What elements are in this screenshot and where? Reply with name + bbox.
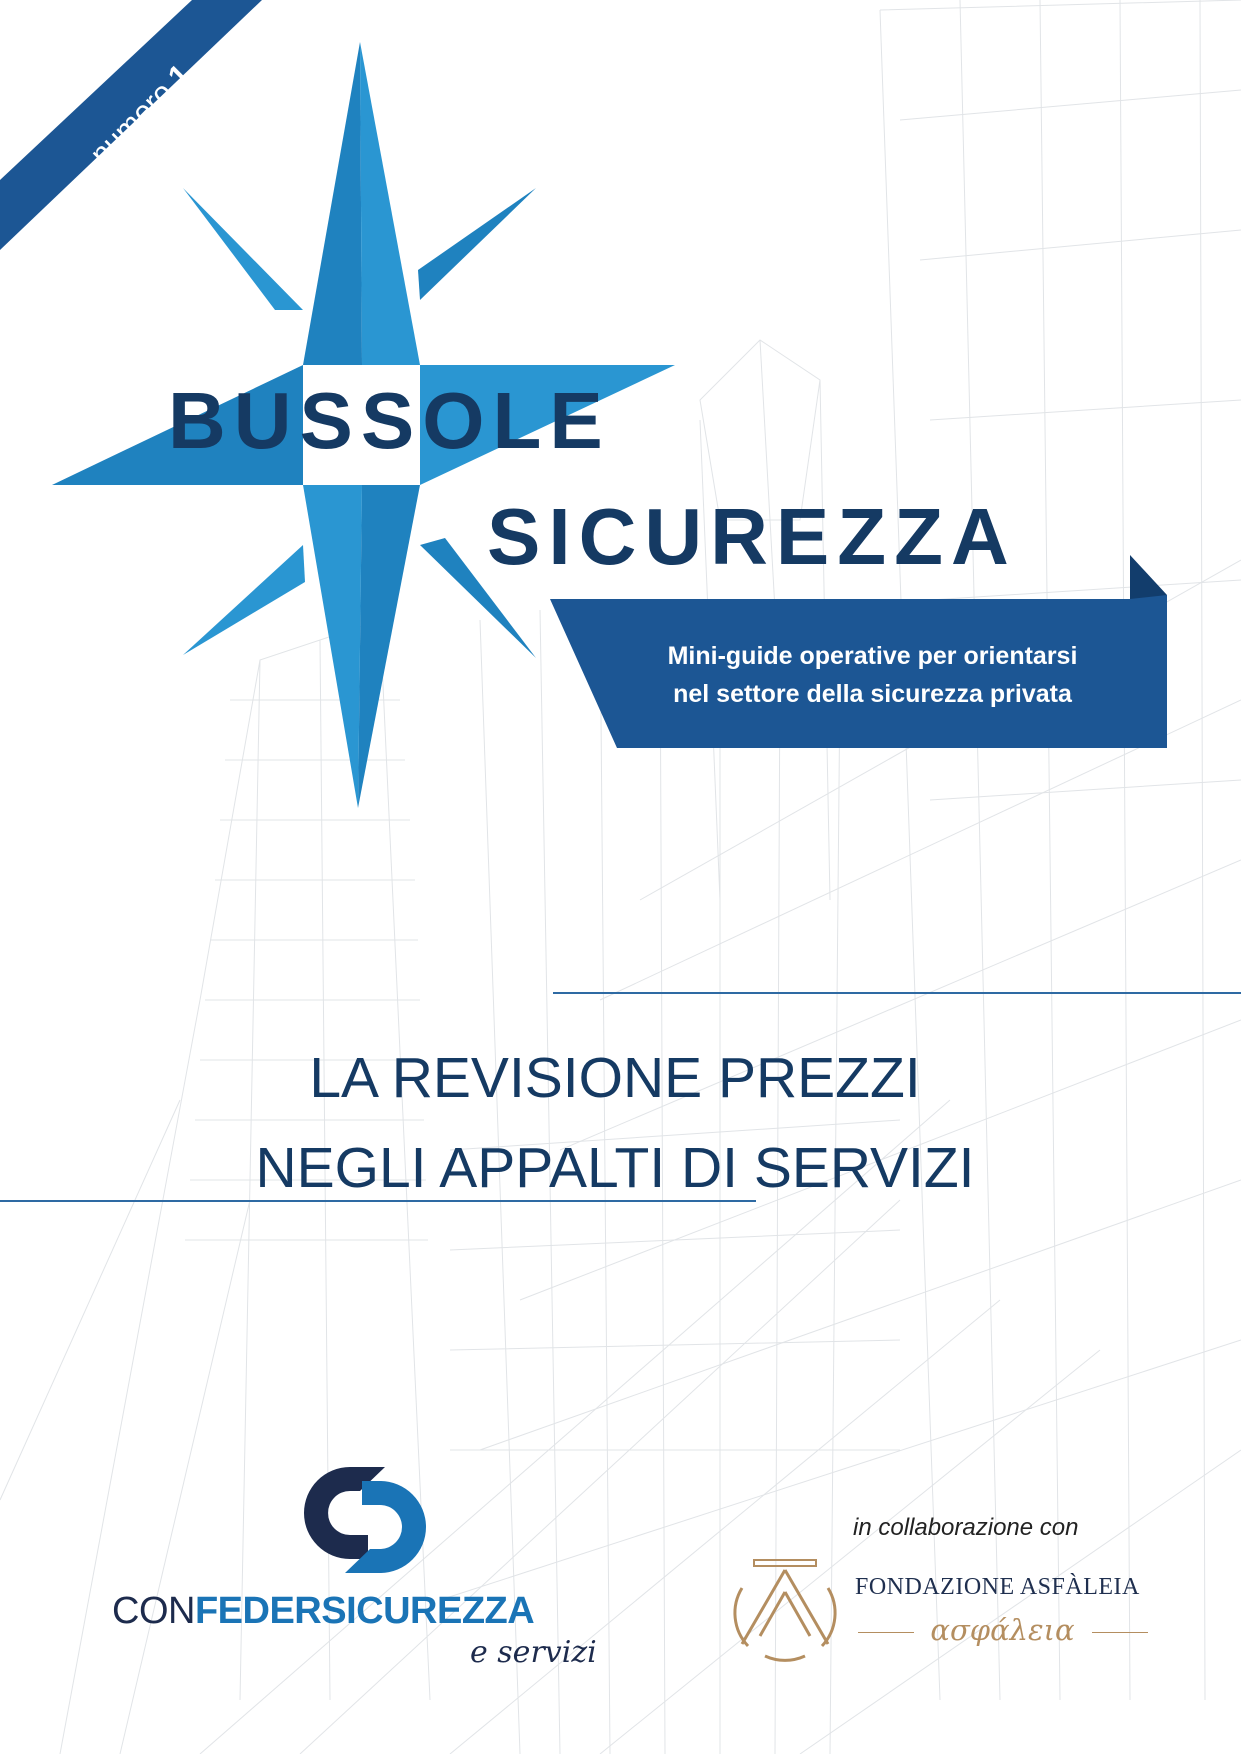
wordmark-subtitle: e servizi (470, 1635, 597, 1670)
subtitle-line2: nel settore della sicurezza privata (673, 680, 1072, 708)
subtitle-text (600, 637, 1145, 713)
subtitle-line1: Mini-guide operative per orientarsi (667, 642, 1078, 670)
document-title-line2: NEGLI APPALTI DI SERVIZI (255, 1136, 975, 1200)
wordmark-bold: FEDERSICUREZZA (194, 1590, 535, 1632)
series-title-line1: BUSSOLE (168, 376, 611, 465)
top-divider (553, 992, 1241, 994)
confedersicurezza-wordmark (112, 1590, 534, 1633)
document-title (190, 1033, 1040, 1213)
issue-prefix: numero (84, 75, 180, 172)
asfaleia-emblem-icon (720, 1548, 850, 1668)
issue-number: 1 (161, 58, 198, 94)
greek-right-rule (1092, 1632, 1148, 1633)
confedersicurezza-logo-icon (290, 1455, 440, 1585)
collaboration-label: in collaborazione con (853, 1514, 1079, 1541)
foundation-name: FONDAZIONE ASFÀLEIA (855, 1574, 1140, 1600)
foundation-greek-name: ασφάλεια (930, 1613, 1075, 1647)
document-title-line1: LA REVISIONE PREZZI (309, 1046, 921, 1110)
wordmark-prefix: CON (112, 1590, 195, 1632)
series-title-line2: SICUREZZA (487, 492, 1017, 581)
